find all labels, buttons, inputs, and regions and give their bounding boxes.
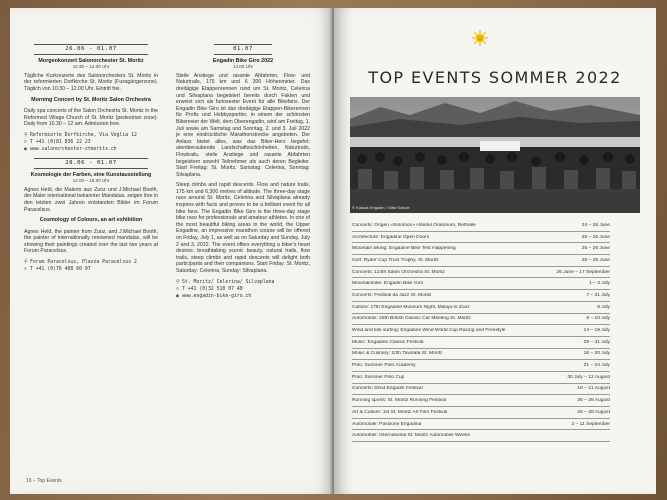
event-row-name: Music: Engadine Classic Festival bbox=[352, 339, 424, 345]
event-row-dates: 25 – 26 June bbox=[581, 234, 610, 240]
event-time: 14.00 Uhr bbox=[232, 64, 254, 70]
event-row bbox=[352, 220, 610, 232]
page-title: TOP EVENTS SOMMER 2022 bbox=[368, 68, 622, 87]
event-row-dates: 21 – 24 July bbox=[583, 363, 610, 369]
event-row bbox=[352, 232, 610, 244]
event-row-dates: 26 June – 17 September bbox=[556, 269, 610, 275]
event-row-dates: 8 July bbox=[597, 304, 610, 310]
globe-icon: ● bbox=[176, 293, 179, 299]
location-pin-icon: ⚲ bbox=[24, 132, 28, 138]
event-title-en: Cosmology of Colours, an art exhibition bbox=[39, 217, 143, 224]
event-row-dates: 30 July – 12 August bbox=[567, 374, 610, 380]
event-row-dates: 19 – 21 August bbox=[577, 386, 610, 392]
event-row-name: Art & Culture: 1st St. Moritz Art Film Festival bbox=[352, 409, 448, 415]
event-body-en: Agnes Held, the painter from Zuoz, and J.Michael Booth, the painter of internationally renowned mandalas, will be showing their paintings created over the last two years at Forum Paracelsus. bbox=[24, 228, 158, 255]
event-row-name: Automobile: Passione Engadina bbox=[352, 421, 422, 427]
event-row-dates: 26 – 28 August bbox=[577, 409, 610, 415]
event-address: ⚲ St. Moritz/ Celerina/ Silvaplana bbox=[176, 279, 275, 285]
event-row-name: Mountain biking: Engadine Bike Test Happening bbox=[352, 246, 456, 252]
event-row bbox=[352, 419, 610, 431]
event-title: Engadin Bike Giro 2022 bbox=[212, 57, 274, 64]
event-row-dates: 26 – 28 June bbox=[581, 257, 610, 263]
concert-photo bbox=[350, 97, 640, 213]
event-row-name: Concerts: 114th Salon Orchestra St. Moritz bbox=[352, 269, 445, 275]
event-row-name: Automobile: International St. Moritz Automobile Weeks bbox=[352, 433, 470, 439]
event-time: 10.30 – 12.00 Uhr bbox=[72, 64, 110, 70]
left-page bbox=[10, 8, 334, 494]
event-row-dates: 16 – 20 July bbox=[583, 351, 610, 357]
event-row-name: Golf: Ryder Cup Trust Trophy, St. Moritz bbox=[352, 257, 439, 263]
event-body-en: Steep climbs and rapid descents. Flow and nature trails, 175 km and 6,300 metres of altitude. The three-day stage race around St. Moritz, Celerina and Silvaplana already inspires with facts and proves to be a brilliant event for all bike fans. The Engadin Bike Giro is the three-day stage bike race for professionals and amateur athletes. In one of the most beautiful biking areas in the world, the Upper Engadine, an impressive marathon course will be offered on Friday, July 1, as well as on Saturday and Sunday, July 2 and 3, 2022. The event offers everything a biker's heart desires: breathtaking scenic beauty, natural trails, flow trails, steep climbs and rapid descents will delight both participants and their companions. Start Friday: St. Moritz, Saturday: Celerina, Sunday: Silvaplana. bbox=[176, 182, 310, 274]
event-row bbox=[352, 372, 610, 384]
event-row bbox=[352, 302, 610, 314]
event-title: Morgenkonzert Salonorchester St. Moritz bbox=[38, 57, 144, 64]
event-title-en: Morning Concert by St. Moritz Salon Orchestra bbox=[31, 96, 151, 103]
event-row-name: Concerts: Origen «Solomon» Händel Oratorium, Rethalle bbox=[352, 222, 476, 228]
event-row bbox=[352, 384, 610, 396]
event-title: Kosmologie der Farben, eine Kunstausstellung bbox=[30, 171, 152, 178]
top-events-list bbox=[352, 220, 610, 442]
event-phone: ✆ T +41 (0)32 510 07 40 bbox=[176, 286, 243, 292]
phone-icon: ✆ bbox=[24, 139, 27, 145]
event-row-name: Mountainbike: Engadin Bike Giro bbox=[352, 281, 424, 287]
event-row bbox=[352, 325, 610, 337]
event-row-name: Polo: Summer Polo Cup bbox=[352, 374, 405, 380]
event-row-dates: 2 – 11 September bbox=[571, 421, 610, 427]
phone-icon: ✆ bbox=[176, 286, 179, 292]
event-phone: ✆ T +41 (0)76 408 60 97 bbox=[24, 267, 91, 273]
event-row-dates: 7 – 31 July bbox=[586, 292, 610, 298]
event-web: ● www.engadin-bike-giro.ch bbox=[176, 293, 252, 299]
event-row-name: Music & Culinary: 10th Tavolata St. Moritz bbox=[352, 351, 443, 357]
event-row-name: Concerts: Festival da Jazz St. Moritz bbox=[352, 292, 432, 298]
event-body-de: Agnes Held, die Malerin aus Zuoz und J.Michael Booth, der Maler international bekannter Mandalas, zeigen ihre in den letzten zwei Jahren entstanden Bilder im Forum Paracelsus. bbox=[24, 186, 158, 213]
event-date: 28.06 - 01.07 bbox=[34, 158, 148, 169]
phone-icon: ✆ bbox=[24, 267, 27, 273]
event-date: 01.07 bbox=[214, 44, 272, 55]
event-row-dates: 1 – 3 July bbox=[589, 281, 610, 287]
event-body-de: Tägliche Kurkonzerte des Salonorchesters St. Moritz in der reformierten Dorfkirche St. Moritz (Fussgängerzone). Täglich von 10.30 – 12.00 Uhr. Eintritt frei. bbox=[24, 72, 158, 92]
event-row-name: Architecture: Engadine Open Doors bbox=[352, 234, 430, 240]
event-row-dates: 25 – 26 June bbox=[581, 246, 610, 252]
left-column-1 bbox=[24, 44, 158, 273]
event-row bbox=[352, 395, 610, 407]
event-row bbox=[352, 255, 610, 267]
event-row-dates: 29 – 31 July bbox=[583, 339, 610, 345]
event-phone: ✆ T +41 (0)81 836 22 23 bbox=[24, 139, 91, 145]
event-row-dates: 24 – 26 June bbox=[581, 222, 610, 228]
event-address: ⚲ Reformierte Dorfkirche, Via Veglia 12 bbox=[24, 132, 137, 138]
sun-logo-icon bbox=[472, 30, 488, 46]
left-column-2 bbox=[176, 44, 310, 300]
event-web: ● www.salonorchester-stmoritz.ch bbox=[24, 146, 117, 152]
location-pin-icon: ⚲ bbox=[24, 260, 28, 266]
event-row bbox=[352, 290, 610, 302]
event-address: ⚲ Forum Paracelsus, Plazza Paracelsus 2 bbox=[24, 260, 137, 266]
event-row bbox=[352, 349, 610, 361]
event-row bbox=[352, 430, 610, 442]
event-row-name: Automobile: 28th British Classic Car Meeting St. Moritz bbox=[352, 316, 471, 322]
event-row-name: Running sports: St. Moritz Running Festival bbox=[352, 398, 447, 404]
event-row bbox=[352, 314, 610, 326]
event-body-de: Steile Anstiege und rasante Abfahrten, Flow- und Naturtrails, 175 km und 6 300 Höhenmeter. Das dreitägige Etappenrennen rund um St. Moritz, Celerina und Silvaplana begeistert bereits durch Fakten und erweist sich als furiosester Event für alle Bikefans. Der Engadin Bike Giro ist das dreitägige Etappen-Bikerennen für Profis und Hobbysportler, in einem der schönsten Bikerevier der Welt, dem Oberengadin, wird am Freitag, 1. Juli sowie am Samstag und Sonntag, 2. und 3. Juli 2022 je eine eindrückliche Marathonstrecke angeboten. Der Anlass bietet alles, was das Biker-Herz begehrt: atemberaubende Landschaftsschönheiten, Naturtrails, Flowtrails, steile Anstiege und rasante Abfahrten begeistern sowohl Teilnehmer als auch deren Begleiter. Start Freitag: St. Moritz, Samstag: Celerina, Sonntag: Silvaplana. bbox=[176, 72, 310, 178]
event-row bbox=[352, 360, 610, 372]
globe-icon: ● bbox=[24, 146, 27, 152]
location-pin-icon: ⚲ bbox=[176, 279, 180, 285]
event-row-dates: 26 – 28 August bbox=[577, 398, 610, 404]
event-row-dates: 14 – 19 July bbox=[583, 328, 610, 334]
page-footer: 16 – Top Events bbox=[26, 478, 62, 484]
event-body-en: Daily spa concerts of the Salon Orchestra St. Moritz in the Reformed Village Church of St. Moritz (pedestrian zone). Daily from 10.30 – 12 am. Admission free. bbox=[24, 108, 158, 128]
event-row bbox=[352, 243, 610, 255]
event-row-name: Culture: 17th Engadine Museum Night, Maloja to Zuoz bbox=[352, 304, 470, 310]
event-row-dates: 8 – 10 July bbox=[586, 316, 610, 322]
event-row bbox=[352, 337, 610, 349]
photo-caption: © Klassik Engadin / Gitta Schule bbox=[352, 205, 410, 210]
event-row bbox=[352, 267, 610, 279]
event-date: 26.06 - 01.07 bbox=[34, 44, 148, 55]
event-row bbox=[352, 407, 610, 419]
event-row-name: Concerts: 82nd Engadin Festival bbox=[352, 386, 423, 392]
event-time: 12.00 – 18.00 Uhr bbox=[72, 178, 110, 184]
event-row-name: Polo: Summer Polo Academy bbox=[352, 363, 416, 369]
event-row bbox=[352, 278, 610, 290]
event-row-name: Wind and kite surfing: Engadine Wind World Cup Racing and Freestyle bbox=[352, 328, 506, 334]
